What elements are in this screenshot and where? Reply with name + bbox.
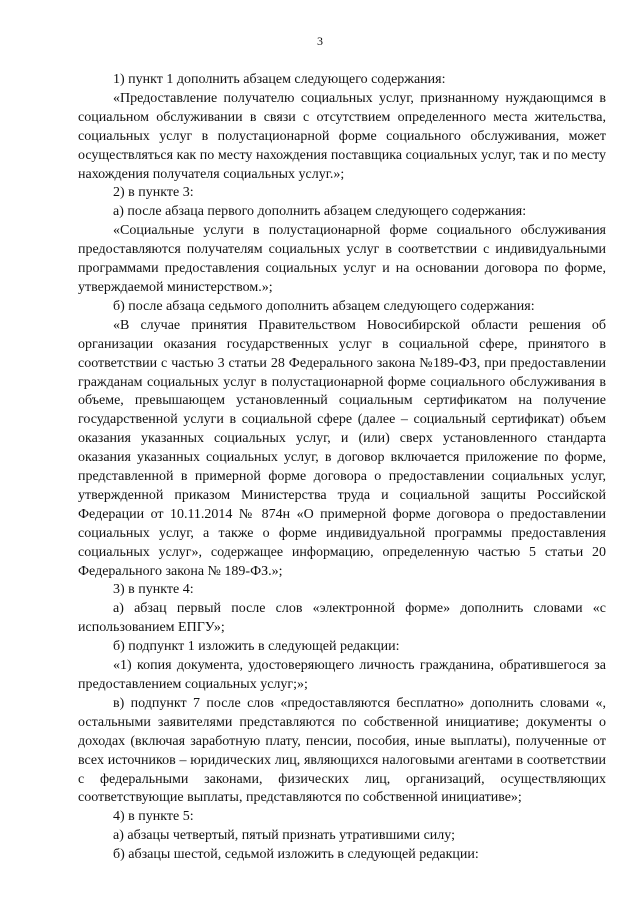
paragraph: «Предоставление получателю социальных услуг, признанному нуждающимся в социальном обслуживании в связи с отсутствием определенного места жительства, социальных услуг в полустационарной форме социального обслуживания, может осуществляться как по месту нахождения поставщика социальных услуг, так и по месту нахождения получателя социальных услуг.»;	[78, 90, 606, 182]
paragraph: б) после абзаца седьмого дополнить абзацем следующего содержания:	[113, 298, 535, 314]
paragraph: 3) в пункте 4:	[113, 582, 194, 598]
paragraph: 2) в пункте 3:	[113, 185, 194, 201]
document-body	[78, 71, 606, 865]
paragraph: 1) пункт 1 дополнить абзацем следующего содержания:	[113, 72, 446, 87]
paragraph: б) подпункт 1 изложить в следующей редакции:	[113, 639, 400, 655]
paragraph: в) подпункт 7 после слов «предоставляются бесплатно» дополнить словами «, остальными заявителями представляются по собственной инициативе; документы о доходах (включая заработную плату, пенсии, пособия, иные выплаты), полученные от всех источников – юридических лиц, являющихся налоговыми агентами в соответствии с федеральными законами, физических лиц, организаций, осуществляющих соответствующие выплаты, представляются по собственной инициативе»;	[78, 695, 606, 806]
paragraph: «1) копия документа, удостоверяющего личность гражданина, обратившегося за предоставлением социальных услуг;»;	[78, 658, 606, 692]
paragraph: а) абзац первый после слов «электронной форме» дополнить словами «с использованием ЕПГУ»;	[78, 601, 606, 636]
paragraph: а) абзацы четвертый, пятый признать утратившими силу;	[113, 828, 455, 844]
paragraph: «В случае принятия Правительством Новосибирской области решения об организации оказания государственных услуг в социальной сфере, принятого в соответствии с частью 3 статьи 28 Федерального закона №189-ФЗ, при предоставлении гражданам социальных услуг в полустационарной форме социального обслуживания в объеме, превышающем установленный социальным сертификатом на получение государственной услуги в социальной сфере (далее – социальный сертификат) объем оказания указанных социальных услуг, и (или) сверх установленного стандарта оказания указанных социальных услуг, в договор включается приложение по форме, представленной в примерной форме договора о предоставлении социальных услуг, утвержденной приказом Министерства труда и социальной защиты Российской Федерации от 10.11.2014 № 874н «О примерной форме договора о предоставлении социальных услуг, а также о форме индивидуальной программы предоставления социальных услуг», содержащее информацию, определенную частью 5 статьи 20 Федерального закона № 189-ФЗ.»;	[78, 317, 606, 579]
page-number: 3	[317, 34, 323, 48]
paragraph: а) после абзаца первого дополнить абзацем следующего содержания:	[113, 204, 527, 220]
paragraph: 4) в пункте 5:	[113, 809, 194, 825]
paragraph: б) абзацы шестой, седьмой изложить в следующей редакции:	[113, 847, 479, 863]
paragraph: «Социальные услуги в полустационарной форме социального обслуживания предоставляются получателям социальных услуг в соответствии с индивидуальными программами предоставления социальных услуг и на основании договора по форме, утверждаемой министерством.»;	[78, 223, 606, 295]
